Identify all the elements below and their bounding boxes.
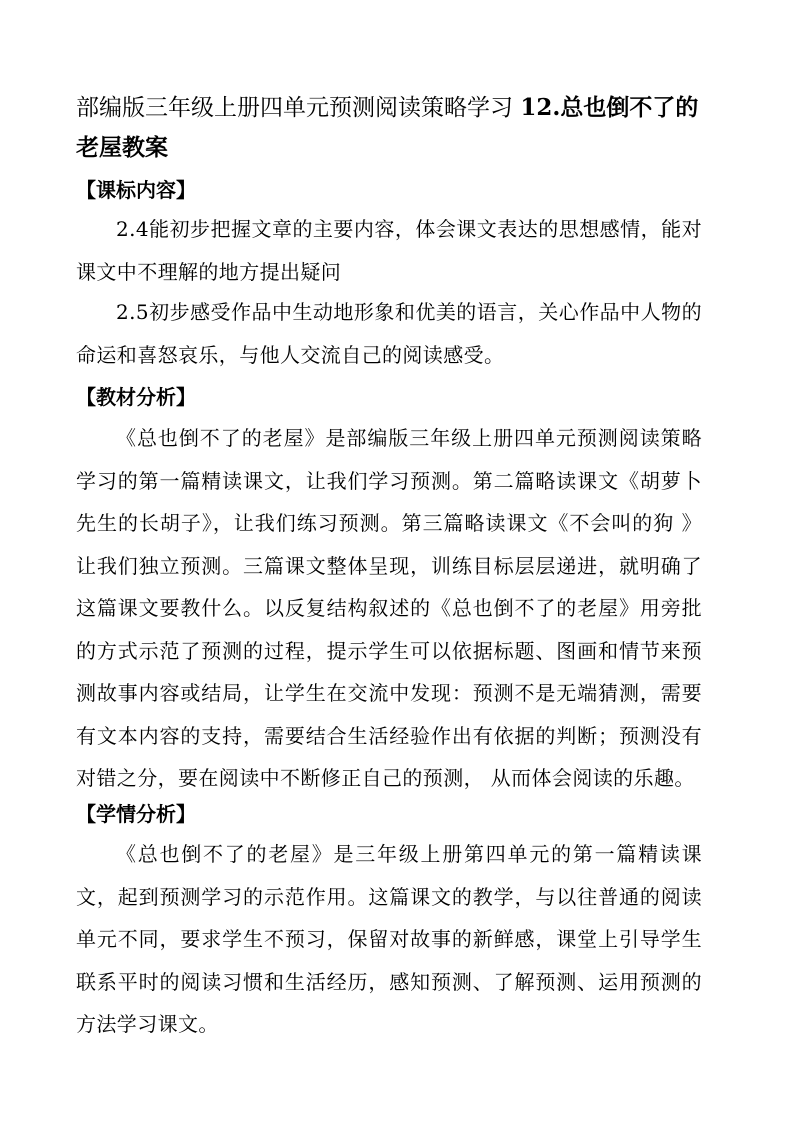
paragraph-curriculum-2: 2.5初步感受作品中生动地形象和优美的语言，关心作品中人物的命运和喜怒哀乐，与他人交流自己的阅读感受。 — [76, 300, 702, 367]
paragraph-students: 《总也倒不了的老屋》是三年级上册第四单元的第一篇精读课文，起到预测学习的示范作用。这篇课文的教学，与以往普通的阅读单元不同，要求学生不预习，保留对故事的新鲜感，课堂上引导学生联系平时的阅读习惯和生活经历，感知预测、了解预测、运用预测的方法学习课文。 — [76, 842, 702, 1036]
document-title — [76, 88, 716, 168]
title-prefix: 部编版三年级上册四单元预测阅读策略学习 — [76, 95, 521, 121]
title-main: 12.总也倒不了的老屋教案 — [76, 94, 699, 161]
paragraph-curriculum-1: 2.4能初步把握文章的主要内容，体会课文表达的思想感情，能对课文中不理解的地方提出疑问 — [76, 217, 702, 284]
section-heading-curriculum: 【课标内容】 — [76, 178, 196, 202]
section-heading-students: 【学情分析】 — [76, 802, 196, 826]
paragraph-textbook: 《总也倒不了的老屋》是部编版三年级上册四单元预测阅读策略学习的第一篇精读课文，让我们学习预测。第二篇略读课文《胡萝卜先生的长胡子》，让我们练习预测。第三篇略读课文《不会叫的狗 》让我们独立预测。三篇课文整体呈现，训练目标层层递进，就明确了这篇课文要教什么。以反复结构叙述的《总也倒不了的老屋》用旁批的方式示范了预测的过程，提示学生可以依据标题、图画和情节来预测故事内容或结局，让学生在交流中发现：预测不是无端猜测，需要有文本内容的支持，需要结合生活经验作出有依据的判断；预测没有对错之分，要在阅读中不断修正自己的预测， 从而体会阅读的乐趣。 — [76, 426, 702, 790]
section-heading-textbook: 【教材分析】 — [76, 385, 196, 409]
